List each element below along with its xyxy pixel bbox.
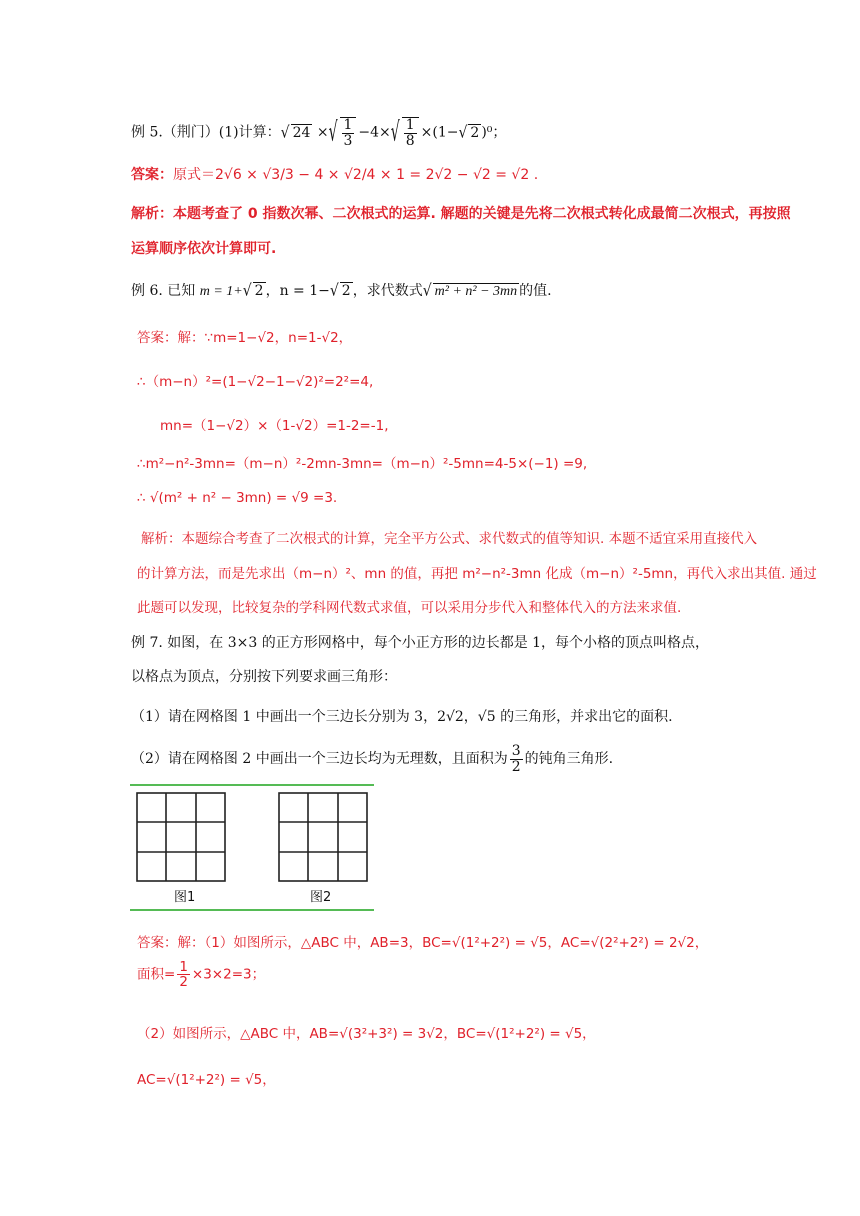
- grid-figures: [130, 784, 374, 911]
- ex7-answer-line1: 答案：解：（1）如图所示，△ABC 中，AB=3，BC=√(1²+2²) = √5，AC=√(2²+2²) = 2√2，: [137, 935, 709, 951]
- ex5-answer: [131, 164, 538, 184]
- ex6-analysis-line3: 此题可以发现，比较复杂的学科网代数式求值，可以采用分步代入和整体代入的方法来求值.: [137, 600, 682, 616]
- figure-1-caption: 图1: [174, 890, 196, 905]
- ex6-question: 例 6. 已知 m = 1+√ 2 ，n = 1−√ 2 ，求代数式√ m² + n² − 3mn 的值.: [131, 281, 552, 301]
- ex5-lead: 例 5.（荆门）(1)计算：: [131, 124, 281, 141]
- ex7-answer-line3: （2）如图所示，△ABC 中，AB=√(3²+3²) = 3√2，BC=√(1²+2²) = √5，: [137, 1026, 596, 1042]
- ex7-q2: [131, 744, 613, 774]
- grid-figure-1: [136, 792, 226, 882]
- ex5-question: 例 5.（荆门）(1)计算：√ 24 ×√ $\frac{1}{3}$ −4×√ $\frac{1}{8}$ ×(1−√ 2 )⁰；: [131, 117, 507, 149]
- ex7-q1: （1）请在网格图 1 中画出一个三边长分别为 3，2√2，√5 的三角形，并求出它的面积.: [131, 709, 673, 725]
- ex6-ask: ，求代数式: [352, 283, 423, 299]
- ex7-area-post: ×3×2=3；: [191, 966, 266, 983]
- ex6-tail: 的值.: [519, 283, 552, 299]
- ex7-area-label: 面积=: [137, 966, 176, 983]
- ex5-analysis-text1: 本题考查了 0 指数次幂、二次根式的运算. 解题的关键是先将二次根式转化成最简二次根式，再按照: [173, 206, 791, 222]
- ex7-line2: 以格点为顶点，分别按下列要求画三角形：: [131, 669, 397, 685]
- ex6-analysis-line1: 解析：本题综合考查了二次根式的计算，完全平方公式、求代数式的值等知识. 本题不适宜采用直接代入: [141, 531, 758, 547]
- figure-2-caption: 图2: [310, 890, 332, 905]
- ex7-answer-line2: [137, 960, 265, 989]
- ex7-answer-line4: AC=√(1²+2²) = √5，: [137, 1072, 276, 1088]
- figure-top-rule: [130, 784, 374, 786]
- ex5-analysis-line2: 运算顺序依次计算即可.: [131, 241, 277, 257]
- ex5-frac-1-8: $\frac{1}{8}$: [402, 117, 419, 148]
- figure-bottom-rule: [130, 909, 374, 911]
- ex6-n-def: ，n = 1−: [265, 283, 330, 299]
- ex6-analysis-line2: 的计算方法，而是先求出（m−n）²、mn 的值，再把 m²−n²-3mn 化成（m−n）²-5mn，再代入求出其值. 通过: [137, 566, 817, 582]
- ex5-tail: )⁰；: [481, 124, 507, 141]
- ex7-area-frac: $\frac{1}{2}$: [179, 959, 188, 991]
- ex7-q2-post: 的钝角三角形.: [524, 751, 614, 768]
- ex6-answer-line2: ∴（m−n）²=(1−√2−1−√2)²=2²=4,: [137, 374, 374, 390]
- ex5-root-24: 24: [292, 124, 311, 141]
- ex7-q2-pre: （2）请在网格图 2 中画出一个三边长均为无理数，且面积为: [131, 751, 508, 768]
- ex5-analysis-label: 解析：: [131, 206, 173, 222]
- ex7-q2-frac: $\frac{3}{2}$: [511, 743, 521, 775]
- ex5-minus4: −4×: [358, 124, 391, 141]
- ex6-lead: 例 6. 已知: [131, 283, 196, 299]
- ex5-answer-text: 原式＝2√6 × √3/3 − 4 × √2/4 × 1 = 2√2 − √2 = √2 .: [173, 167, 539, 183]
- grid-figure-2: [278, 792, 368, 882]
- ex6-m-def: m = 1+: [199, 284, 243, 299]
- ex6-answer-line4: ∴m²−n²-3mn=（m−n）²-2mn-3mn=（m−n）²-5mn=4-5×(−1) =9,: [137, 456, 588, 472]
- ex6-answer-line5: ∴ √(m² + n² − 3mn) = √9 =3.: [137, 490, 338, 506]
- ex5-analysis-line1: [131, 203, 791, 223]
- ex5-frac-1-3: $\frac{1}{3}$: [340, 117, 357, 148]
- ex5-root-2: 2: [470, 124, 480, 141]
- ex6-expr: m² + n² − 3mn: [434, 284, 518, 299]
- ex5-answer-label: 答案：: [131, 167, 173, 183]
- ex7-line1: 例 7. 如图，在 3×3 的正方形网格中，每个小正方形的边长都是 1，每个小格的顶点叫格点，: [131, 635, 710, 651]
- ex6-answer-line3: mn=（1−√2）×（1-√2）=1-2=-1,: [160, 418, 389, 434]
- ex6-answer-line1: 答案：解：∵m=1−√2，n=1-√2，: [137, 330, 353, 346]
- ex5-paren: ×(1−: [420, 124, 459, 141]
